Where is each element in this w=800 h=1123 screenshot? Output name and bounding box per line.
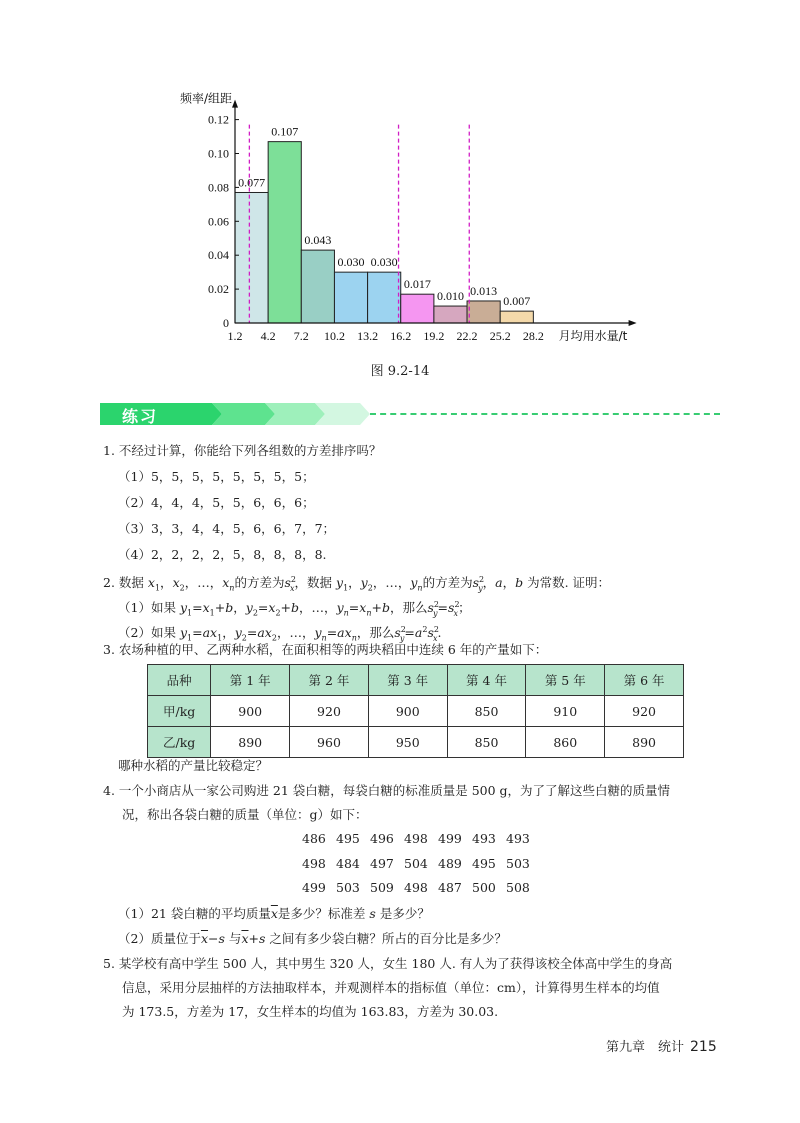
data-value: 503 bbox=[506, 856, 530, 871]
bar-label: 0.013 bbox=[470, 283, 498, 298]
data-value: 493 bbox=[506, 831, 530, 846]
data-value: 503 bbox=[336, 880, 360, 895]
chapter-label: 第九章 统计 bbox=[606, 1040, 685, 1055]
table-cell: 920 bbox=[605, 696, 684, 727]
q4-data-row bbox=[302, 831, 540, 846]
table-header: 第 3 年 bbox=[368, 665, 447, 696]
table-row-header: 甲/kg bbox=[148, 696, 211, 727]
y-tick-label: 0.02 bbox=[208, 282, 229, 297]
q3-text: 3. 农场种植的甲、乙两种水稻，在面积相等的两块稻田中连续 6 年的产量如下： bbox=[103, 642, 548, 657]
q4-sub-1: （1）21 袋白糖的平均质量$\overline{x}$是多少？标准差 s 是多少？ bbox=[118, 906, 430, 921]
y-tick-label: 0.10 bbox=[208, 146, 229, 161]
table-cell: 960 bbox=[290, 727, 369, 758]
data-value: 499 bbox=[438, 831, 462, 846]
y-tick-label: 0.06 bbox=[208, 214, 229, 229]
table-cell: 910 bbox=[526, 696, 605, 727]
q3-question: 哪种水稻的产量比较稳定？ bbox=[118, 758, 269, 773]
table-cell: 850 bbox=[447, 727, 526, 758]
table-cell: 860 bbox=[526, 727, 605, 758]
table-cell: 850 bbox=[447, 696, 526, 727]
exercise-header bbox=[100, 403, 720, 425]
table-cell: 890 bbox=[211, 727, 290, 758]
q4-data-row bbox=[302, 856, 540, 871]
data-value: 489 bbox=[438, 856, 462, 871]
bar-label: 0.030 bbox=[370, 255, 398, 270]
y-tick-label: 0.04 bbox=[208, 248, 229, 263]
q2-part-2: （2）如果 $y_1=ax_1$，$y_2=ax_2$，…，$y_n=ax_n$，那么$s^2_y=a^2s^2_x$. bbox=[118, 625, 442, 643]
data-value: 487 bbox=[438, 880, 462, 895]
q1-item-3: （3）3，3，4，4，5，6，6，7，7； bbox=[118, 521, 336, 536]
bar-label: 0.030 bbox=[337, 255, 365, 270]
q4-data-row bbox=[302, 880, 540, 895]
data-value: 496 bbox=[370, 831, 394, 846]
data-value: 495 bbox=[472, 856, 496, 871]
table-header: 第 5 年 bbox=[526, 665, 605, 696]
histogram-bar bbox=[301, 250, 334, 323]
data-value: 509 bbox=[370, 880, 394, 895]
table-header-row bbox=[148, 665, 684, 696]
x-tick-label: 16.2 bbox=[390, 329, 412, 343]
q5-line-1: 5. 某学校有高中学生 500 人，其中男生 320 人，女生 180 人. 有人为了获得该校全体高中学生的身高 bbox=[103, 956, 673, 971]
data-value: 495 bbox=[336, 831, 360, 846]
bar-label: 0.010 bbox=[436, 289, 464, 304]
x-tick-label: 13.2 bbox=[357, 329, 379, 343]
bar-label: 0.043 bbox=[304, 233, 332, 248]
exercise-divider bbox=[370, 413, 720, 415]
q1-item-2: （2）4，4，4，5，5，6，6，6； bbox=[118, 495, 315, 510]
y-tick-label: 0.12 bbox=[208, 112, 229, 127]
data-value: 500 bbox=[472, 880, 496, 895]
data-value: 498 bbox=[404, 831, 428, 846]
y-axis-arrow bbox=[232, 100, 238, 108]
table-header: 第 4 年 bbox=[447, 665, 526, 696]
q1-item-4: （4）2，2，2，2，5，8，8，8，8. bbox=[118, 547, 327, 562]
x-tick-label: 7.2 bbox=[293, 329, 309, 343]
q5-line-2: 信息，采用分层抽样的方法抽取样本，并观测样本的指标值（单位：cm），计算得男生样本的均值 bbox=[122, 980, 660, 995]
bar-label: 0.017 bbox=[403, 277, 431, 292]
data-value: 498 bbox=[302, 856, 326, 871]
table-row-header: 乙/kg bbox=[148, 727, 211, 758]
yield-table bbox=[147, 664, 684, 758]
x-tick-label: 25.2 bbox=[489, 329, 511, 343]
q2-text: 2. 数据 $x_1$，$x_2$，…，$x_n$的方差为$s^2_x$，数据 $y_1$，$y_2$，…，$y_n$的方差为$s^2_y$，a，b 为常数. 证明： bbox=[103, 575, 611, 593]
x-tick-label: 19.2 bbox=[423, 329, 445, 343]
data-value: 484 bbox=[336, 856, 360, 871]
figure-caption: 图 9.2-14 bbox=[370, 364, 430, 379]
x-tick-label: 22.2 bbox=[456, 329, 478, 343]
histogram-chart bbox=[0, 0, 800, 360]
q1-item-1: （1）5，5，5，5，5，5，5，5； bbox=[118, 469, 315, 484]
x-tick-label: 10.2 bbox=[323, 329, 345, 343]
histogram-bar bbox=[334, 272, 367, 323]
y-tick-label: 0.08 bbox=[208, 180, 229, 195]
table-header: 第 6 年 bbox=[605, 665, 684, 696]
histogram-bar bbox=[500, 311, 533, 323]
table-header: 第 2 年 bbox=[290, 665, 369, 696]
histogram-bar bbox=[401, 294, 434, 323]
x-axis-label: 月均用水量/t bbox=[558, 329, 628, 343]
table-row bbox=[148, 727, 684, 758]
histogram-bar bbox=[434, 306, 467, 323]
data-value: 504 bbox=[404, 856, 428, 871]
data-value: 498 bbox=[404, 880, 428, 895]
bar-label: 0.007 bbox=[503, 294, 531, 309]
data-value: 493 bbox=[472, 831, 496, 846]
table-cell: 900 bbox=[368, 696, 447, 727]
table-header: 品种 bbox=[148, 665, 211, 696]
data-value: 508 bbox=[506, 880, 530, 895]
q2-part-1: （1）如果 $y_1=x_1+b$，$y_2=x_2+b$，…，$y_n=x_n+b$，那么$s^2_y=s^2_x$； bbox=[118, 600, 471, 618]
histogram-bar bbox=[467, 301, 500, 323]
page-number: 215 bbox=[690, 1039, 717, 1055]
q5-line-3: 为 173.5，方差为 17，女生样本的均值为 163.83，方差为 30.03. bbox=[122, 1004, 499, 1019]
x-axis-arrow bbox=[629, 320, 637, 326]
y-axis-label: 频率/组距 bbox=[180, 91, 233, 106]
data-value: 499 bbox=[302, 880, 326, 895]
data-value: 486 bbox=[302, 831, 326, 846]
data-value: 497 bbox=[370, 856, 394, 871]
page-footer bbox=[606, 1036, 717, 1055]
q4-line-1: 4. 一个小商店从一家公司购进 21 袋白糖，每袋白糖的标准质量是 500 g，为了了解这些白糖的质量情 bbox=[103, 783, 671, 798]
x-tick-label: 4.2 bbox=[260, 329, 276, 343]
table-cell: 900 bbox=[211, 696, 290, 727]
exercise-title: 练习 bbox=[122, 407, 159, 426]
histogram-bar bbox=[268, 142, 301, 323]
bar-label: 0.077 bbox=[238, 175, 266, 190]
bar-label: 0.107 bbox=[271, 124, 299, 139]
table-cell: 890 bbox=[605, 727, 684, 758]
q1-text: 1. 不经过计算，你能给下列各组数的方差排序吗？ bbox=[103, 443, 382, 458]
q4-sub-2: （2）质量位于$\overline{x}-s$ 与$\overline{x}+s$ 之间有多少袋白糖？所占的百分比是多少？ bbox=[118, 931, 507, 946]
table-row bbox=[148, 696, 684, 727]
x-tick-label: 28.2 bbox=[522, 329, 544, 343]
histogram-bar bbox=[368, 272, 401, 323]
histogram-bar bbox=[235, 192, 268, 323]
table-cell: 920 bbox=[290, 696, 369, 727]
table-cell: 950 bbox=[368, 727, 447, 758]
table-header: 第 1 年 bbox=[211, 665, 290, 696]
y-tick-label: 0 bbox=[223, 316, 229, 330]
x-tick-label: 1.2 bbox=[227, 329, 243, 343]
q4-line-2: 况，称出各袋白糖的质量（单位：g）如下： bbox=[122, 807, 368, 822]
